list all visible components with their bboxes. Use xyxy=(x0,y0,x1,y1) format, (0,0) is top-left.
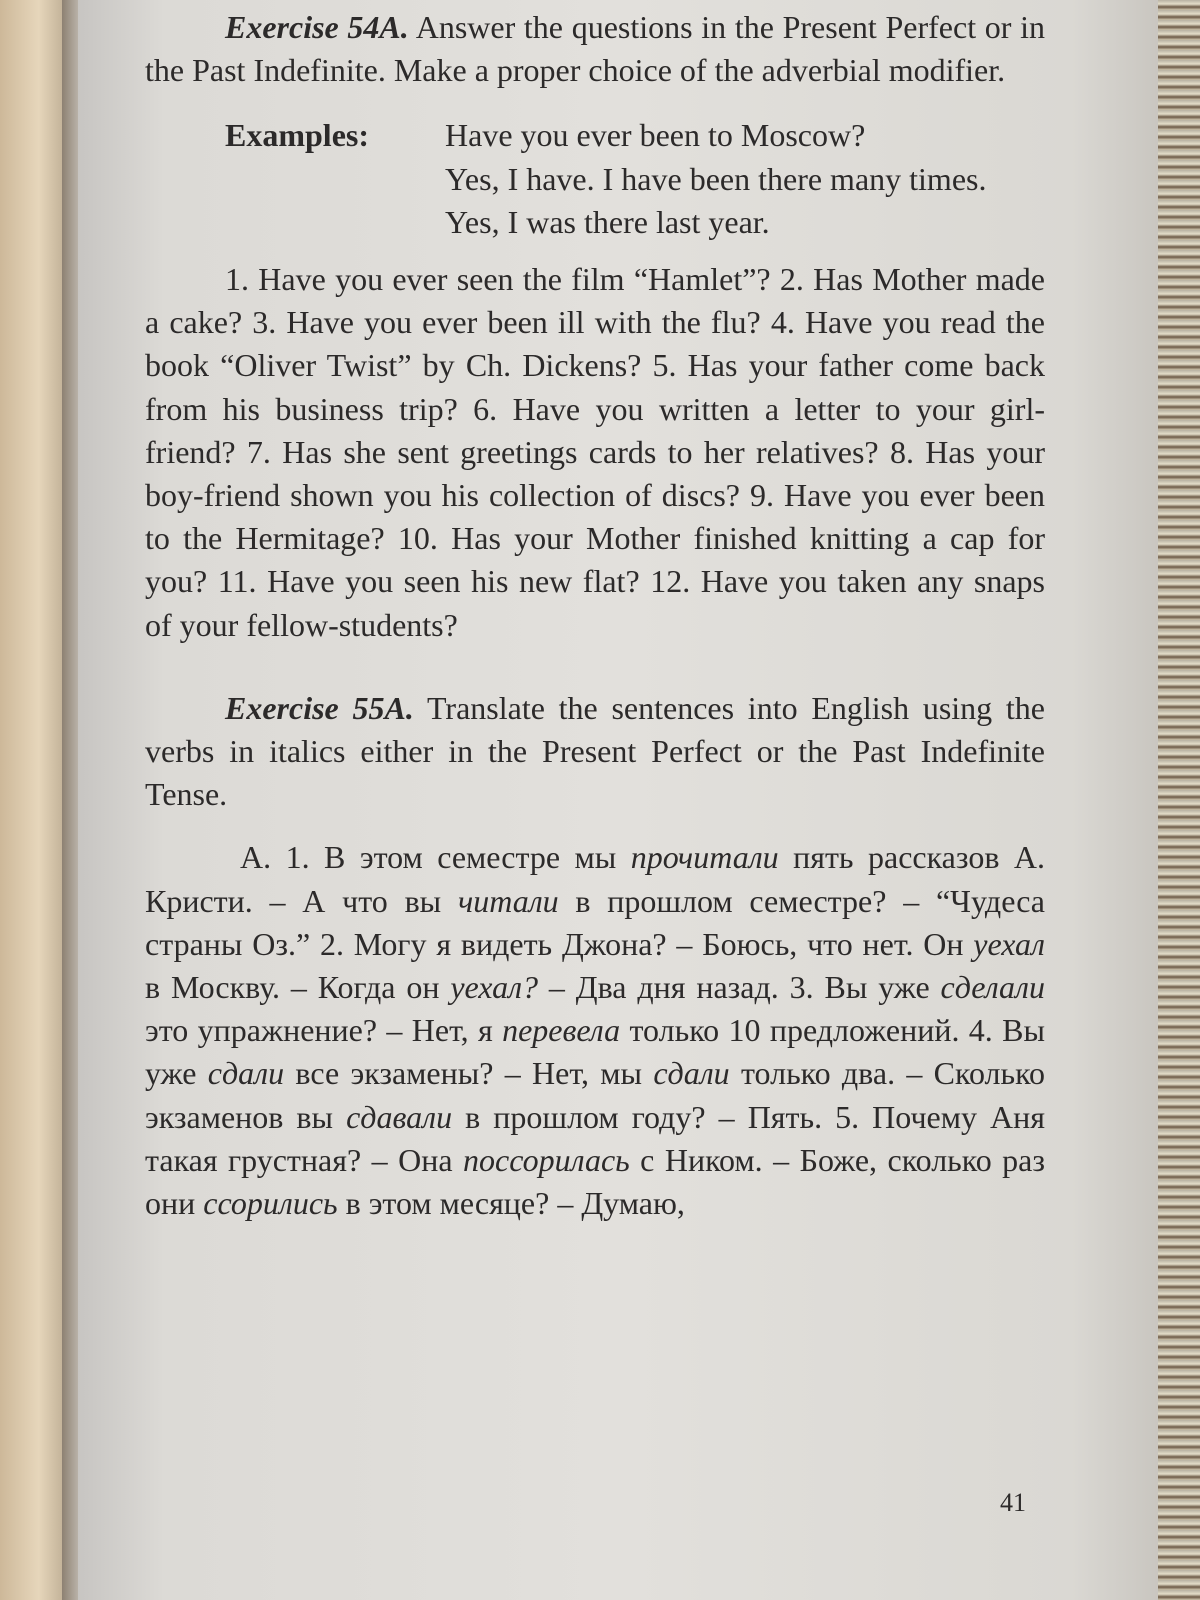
examples-block xyxy=(145,114,1045,244)
exercise-55-title: Exercise 55A. xyxy=(225,689,414,726)
italic-verb: читали xyxy=(457,882,559,919)
page-number: 41 xyxy=(1000,1488,1026,1517)
examples-lines xyxy=(445,114,1045,244)
exercise-55-heading xyxy=(145,687,1045,817)
italic-verb: сдавали xyxy=(346,1098,453,1135)
text-segment: это упражнение? – Нет, я xyxy=(145,1012,503,1049)
text-segment: в прошлом году? – Пять. 5. Почему Аня такая грустная? – Она xyxy=(145,1098,1046,1178)
page-text xyxy=(145,0,1045,1225)
italic-verb: сделали xyxy=(940,969,1045,1006)
italic-verb: прочитали xyxy=(630,839,779,876)
italic-verb: сдали xyxy=(653,1055,730,1092)
exercise-55-text xyxy=(145,836,1045,1225)
exercise-54-instruction: Answer the questions in the Present Perfect or in the Past Indefinite. Make a proper choice of the adverbial modifier. xyxy=(145,9,1046,89)
text-segment: пять рассказов А. Кристи. – А что вы xyxy=(145,839,1046,919)
text-segment: в прошлом семестре? – “Чудеса страны Оз.” 2. Могу я видеть Джона? – Боюсь, что нет. Он xyxy=(145,882,1046,962)
italic-verb: уехал xyxy=(973,925,1045,962)
exercise-54-heading xyxy=(145,0,1045,92)
text-segment: с Ником. – Боже, сколько раз они xyxy=(145,1141,1046,1222)
page-edges xyxy=(1158,0,1200,1600)
text-segment: все экзамены? – Нет, мы xyxy=(284,1055,654,1092)
text-segment: в этом месяце? – Думаю, xyxy=(337,1185,685,1222)
exercise-55-instruction: Translate the sentences into English using the verbs in italics either in the Present Perfect or the Past Indefinite Tense. xyxy=(145,689,1046,813)
italic-verb: перевела xyxy=(502,1012,621,1049)
italic-verb: уехал? xyxy=(450,969,539,1006)
text-segment: только два. – Сколько экзаменов вы xyxy=(145,1055,1046,1135)
italic-verb: сдали xyxy=(207,1055,285,1092)
text-segment: – Два дня назад. 3. Вы уже xyxy=(538,969,941,1006)
text-segment: в Москву. – Когда он xyxy=(145,969,451,1006)
exercise-54-questions: 1. Have you ever seen the film “Hamlet”? 2. Has Mother made a cake? 3. Have you ever been ill with the flu? 4. Have you read the book “Oliver Twist” by Ch. Dickens? 5. Has your father come back from his business trip? 6. Have you written a letter to your girl-friend? 7. Has she sent greetings cards to her relatives? 8. Has your boy-friend shown you his collection of discs? 9. Have you ever been to the Hermitage? 10. Has your Mother finished knitting a cap for you? 11. Have you seen his new flat? 12. Have you taken any snaps of your fellow-students? xyxy=(145,261,1045,643)
exercise-54-title: Exercise 54A. xyxy=(225,9,409,45)
italic-verb: поссорилась xyxy=(463,1141,630,1178)
text-segment: A. 1. В этом семестре мы xyxy=(240,839,631,876)
example-line: Yes, I have. I have been there many times. xyxy=(445,160,987,197)
example-line: Yes, I was there last year. xyxy=(445,203,770,240)
example-line: Have you ever been to Moscow? xyxy=(445,117,866,154)
italic-verb: ссорились xyxy=(203,1185,338,1222)
text-segment: только 10 предложений. 4. Вы уже xyxy=(145,1012,1046,1092)
left-page-edge xyxy=(0,0,70,1600)
examples-label: Examples: xyxy=(225,117,369,154)
